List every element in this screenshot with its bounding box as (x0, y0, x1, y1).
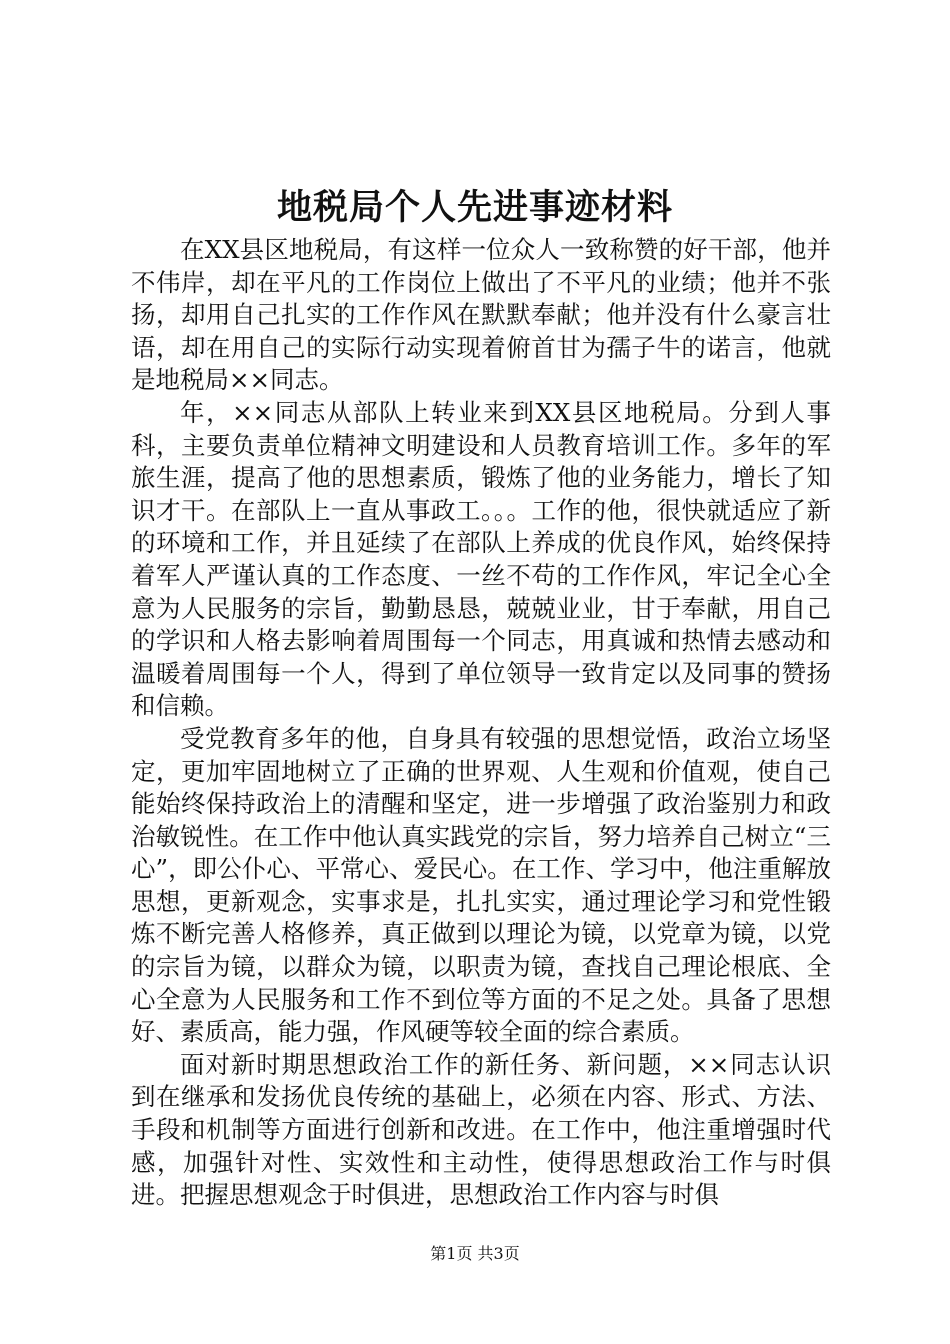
paragraph: 在XX县区地税局，有这样一位众人一致称赞的好干部，他并不伟岸，却在平凡的工作岗位上做出了不平凡的业绩；他并不张扬，却用自己扎实的工作作风在默默奉献；他并没有什么豪言壮语，却在用自己的实际行动实现着俯首甘为孺子牛的诺言，他就是地税局××同志。 (131, 235, 831, 395)
paragraph: 面对新时期思想政治工作的新任务、新问题，××同志认识到在继承和发扬优良传统的基础上，必须在内容、形式、方法、手段和机制等方面进行创新和改进。在工作中，他注重增强时代感，加强针对性、实效性和主动性，使得思想政治工作与时俱进。把握思想观念于时俱进，思想政治工作内容与时俱 (131, 1049, 831, 1210)
paragraph: 年，××同志从部队上转业来到XX县区地税局。分到人事科，主要负责单位精神文明建设和人员教育培训工作。多年的军旅生涯，提高了他的思想素质，锻炼了他的业务能力，增长了知识才干。在部队上一直从事政工。。。工作的他，很快就适应了新的环境和工作，并且延续了在部队上养成的优良作风，始终保持着军人严谨认真的工作态度、一丝不苟的工作作风，牢记全心全意为人民服务的宗旨，勤勤恳恳，兢兢业业，甘于奉献，用自己的学识和人格去影响着周围每一个同志，用真诚和热情去感动和温暖着周围每一个人，得到了单位领导一致肯定以及同事的赞扬和信赖。 (131, 397, 831, 721)
document-body (131, 234, 831, 1212)
page-number-footer: 第1页 共3页 (430, 1244, 520, 1263)
document-title: 地税局个人先进事迹材料 (276, 187, 673, 228)
paragraph: 受党教育多年的他，自身具有较强的思想觉悟，政治立场坚定，更加牢固地树立了正确的世界观、人生观和价值观，使自己能始终保持政治上的清醒和坚定，进一步增强了政治鉴别力和政治敏锐性。在工作中他认真实践党的宗旨，努力培养自己树立“三心”，即公仆心、平常心、爱民心。在工作、学习中，他注重解放思想，更新观念，实事求是，扎扎实实，通过理论学习和党性锻炼不断完善人格修养，真正做到以理论为镜，以党章为镜，以党的宗旨为镜，以群众为镜，以职责为镜，查找自己理论根底、全心全意为人民服务和工作不到位等方面的不足之处。具备了思想好、素质高，能力强，作风硬等较全面的综合素质。 (131, 723, 831, 1047)
